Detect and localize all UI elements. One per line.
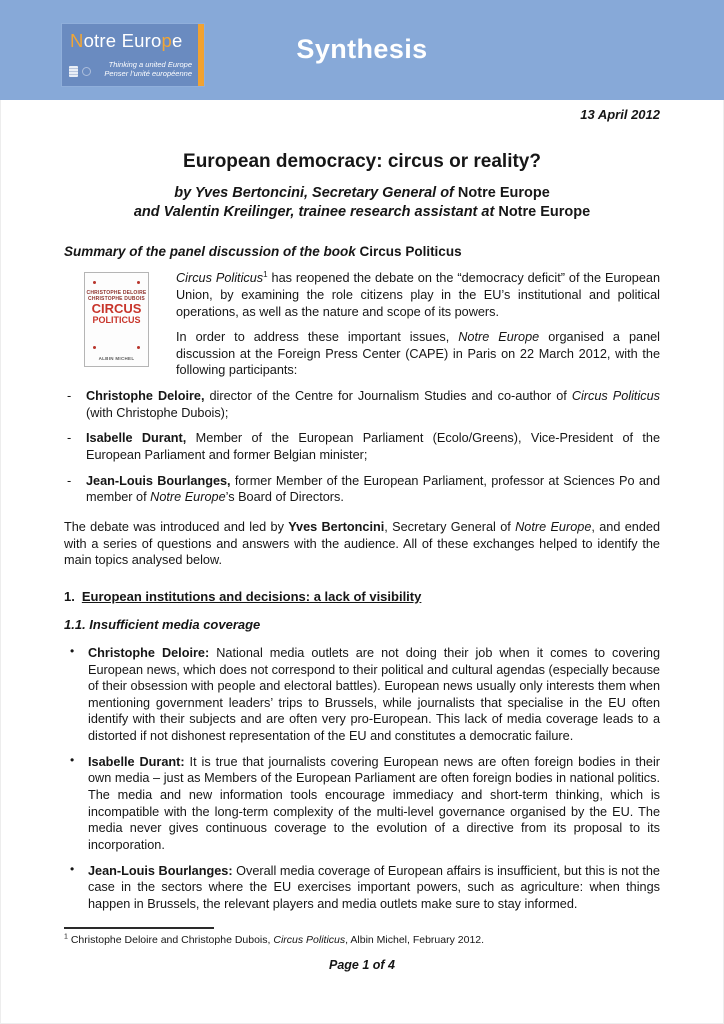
cover-corner-dot (93, 346, 96, 349)
person-name: Yves Bertoncini (288, 519, 385, 534)
byline-text: by Yves Bertoncini, Secretary General of (174, 185, 458, 201)
participant-text: ’s Board of Directors. (225, 490, 344, 505)
footnote-block (64, 927, 660, 946)
document-icon (69, 66, 78, 77)
dash-bullet: - (67, 389, 72, 404)
participant-item (64, 430, 660, 463)
section-1-heading (64, 589, 660, 604)
participant-text: Member of the European Parliament (Ecolo/Greens), Vice-President of the European Parliament and former Belgian minister; (86, 431, 661, 463)
round-bullet: • (70, 752, 75, 767)
cover-corner-dot (93, 281, 96, 284)
intro-section (64, 270, 660, 379)
banner-title: Synthesis (296, 34, 428, 64)
logo-letter-accent: N (70, 30, 84, 51)
cover-author1: CHRISTOPHE DELOIRE (86, 290, 147, 297)
book-title: Circus Politicus (273, 934, 346, 946)
org-name: Notre Europe (515, 519, 592, 534)
document-body (64, 151, 660, 921)
summary-heading-text: Summary of the panel discussion of the book (64, 244, 360, 260)
footnote-1 (64, 934, 660, 946)
byline-line1 (64, 184, 660, 203)
paragraph-text: organised a panel discussion at the Foreign Press Center (CAPE) in Paris on 22 March 2012, with the following participants: (176, 330, 660, 378)
bullet-item (64, 645, 660, 745)
speaker-text: National media outlets are not doing their job when it comes to covering European news, which does not correspond to their political and cultural agendas (especially because of their obsession with people and electoral battles). European news usually only interests them when mentioning government leaders’ trips to Brussels, while journalists that specialise in the EU often identify with their subjects and are often very pro-European. This lack of media coverage leads to a distorted if not dishonest representation of the EU and constitutes a democratic failure. (88, 645, 660, 744)
cover-title-line1: CIRCUS (91, 301, 142, 317)
logo-tagline-en: Thinking a united Europe (108, 59, 192, 69)
document-title: European democracy: circus or reality? (183, 151, 541, 172)
participant-name: Christophe Deloire, (86, 389, 205, 404)
book-title: Circus Politicus (176, 271, 264, 286)
bullet-item (64, 754, 660, 854)
org-name: Notre Europe (150, 490, 226, 505)
footnote-divider (64, 927, 214, 929)
intro-paragraph-1 (64, 270, 660, 320)
footnote-text: , Albin Michel, February 2012. (345, 934, 485, 946)
byline (64, 184, 660, 222)
discussion-bullet-list (64, 645, 660, 913)
paragraph-text: has reopened the debate on the “democracy deficit” of the European Union, by examining the role citizens play in the EU’s institutional and political operations, as well as the nature and scope of its powers. (176, 271, 661, 319)
book-title: Circus Politicus (359, 244, 462, 260)
byline-text: and Valentin Kreilinger, trainee research assistant at (133, 204, 499, 221)
publication-date: 13 April 2012 (580, 107, 660, 122)
footnote-text: Christophe Deloire and Christophe Dubois, (67, 934, 274, 946)
participant-text: director of the Centre for Journalism Studies and co-author of (204, 389, 572, 404)
cover-corner-dot (137, 281, 140, 284)
participant-text: former Member of the European Parliament, professor at Sciences Po and member of (86, 473, 660, 505)
participant-item (64, 388, 660, 421)
speaker-text: Overall media coverage of European affairs is insufficient, but this is not the case in the sectors where the EU exercises important powers, such as agriculture: when things happen in Brussels, the relevant players and media outlets make sure to stay informed. (88, 863, 660, 911)
footnote-reference: 1 (263, 270, 268, 280)
paragraph-text: , Secretary General of (384, 519, 516, 534)
cover-title-line2: POLITICUS (92, 314, 141, 325)
speaker-name: Isabelle Durant: (88, 754, 185, 769)
participant-name: Jean-Louis Bourlanges, (86, 473, 231, 488)
intro-paragraph-2 (64, 329, 660, 379)
byline-line2 (64, 203, 660, 222)
cover-author2: CHRISTOPHE DUBOIS (88, 296, 145, 303)
header-banner (0, 0, 724, 100)
logo-tagline-fr: Penser l’unité européenne (104, 69, 192, 79)
logo-wordmark-text: otre Euro (83, 30, 162, 51)
org-name: Notre Europe (498, 204, 591, 221)
speaker-name: Jean-Louis Bourlanges: (88, 863, 233, 878)
logo-wordmark-text: e (171, 30, 183, 51)
paragraph-text: In order to address these important issues, (176, 330, 459, 345)
paragraph-text: The debate was introduced and led by (64, 519, 289, 534)
book-cover-thumbnail (84, 272, 149, 367)
speaker-name: Christophe Deloire: (88, 645, 210, 660)
logo-letter-accent: p (161, 30, 172, 51)
participants-list (64, 388, 660, 506)
round-bullet: • (70, 643, 75, 658)
footnote-number: 1 (64, 933, 68, 941)
section-number: 1. (64, 588, 75, 604)
participant-item (64, 473, 660, 506)
speaker-text: It is true that journalists covering European news are often foreign bodies in their own media – just as Members of the European Parliament are often foreign bodies in national politics. The media and new information tools encourage immediacy and short-term thinking, which is incompatible with the long-term complexity of the multi-level governance organised by the EU. The media never gives continuous coverage to the evolution of a directive from its proposal to its incorporation. (88, 754, 660, 852)
bullet-item (64, 863, 660, 913)
subsection-1-1-heading: 1.1. Insufficient media coverage (64, 616, 261, 632)
paragraph-text: , and ended with a series of questions and answers with the audience. All of these exchanges helped to identify the main topics analysed below. (64, 519, 660, 568)
dash-bullet: - (67, 473, 72, 488)
stars-circle-icon (82, 67, 91, 76)
debate-paragraph (64, 519, 660, 569)
participant-name: Isabelle Durant, (86, 431, 187, 446)
summary-heading (64, 244, 660, 259)
logo-icons (69, 66, 91, 77)
page-number: Page 1 of 4 (329, 958, 395, 972)
round-bullet: • (70, 861, 75, 876)
org-name: Notre Europe (457, 185, 550, 201)
book-title: Circus Politicus (571, 389, 661, 404)
cover-publisher: ALBIN MICHEL (98, 356, 135, 362)
dash-bullet: - (67, 431, 72, 446)
org-name: Notre Europe (458, 330, 540, 345)
participant-text: (with Christophe Dubois); (86, 405, 229, 420)
section-title: European institutions and decisions: a lack of visibility (81, 588, 422, 604)
cover-corner-dot (137, 346, 140, 349)
